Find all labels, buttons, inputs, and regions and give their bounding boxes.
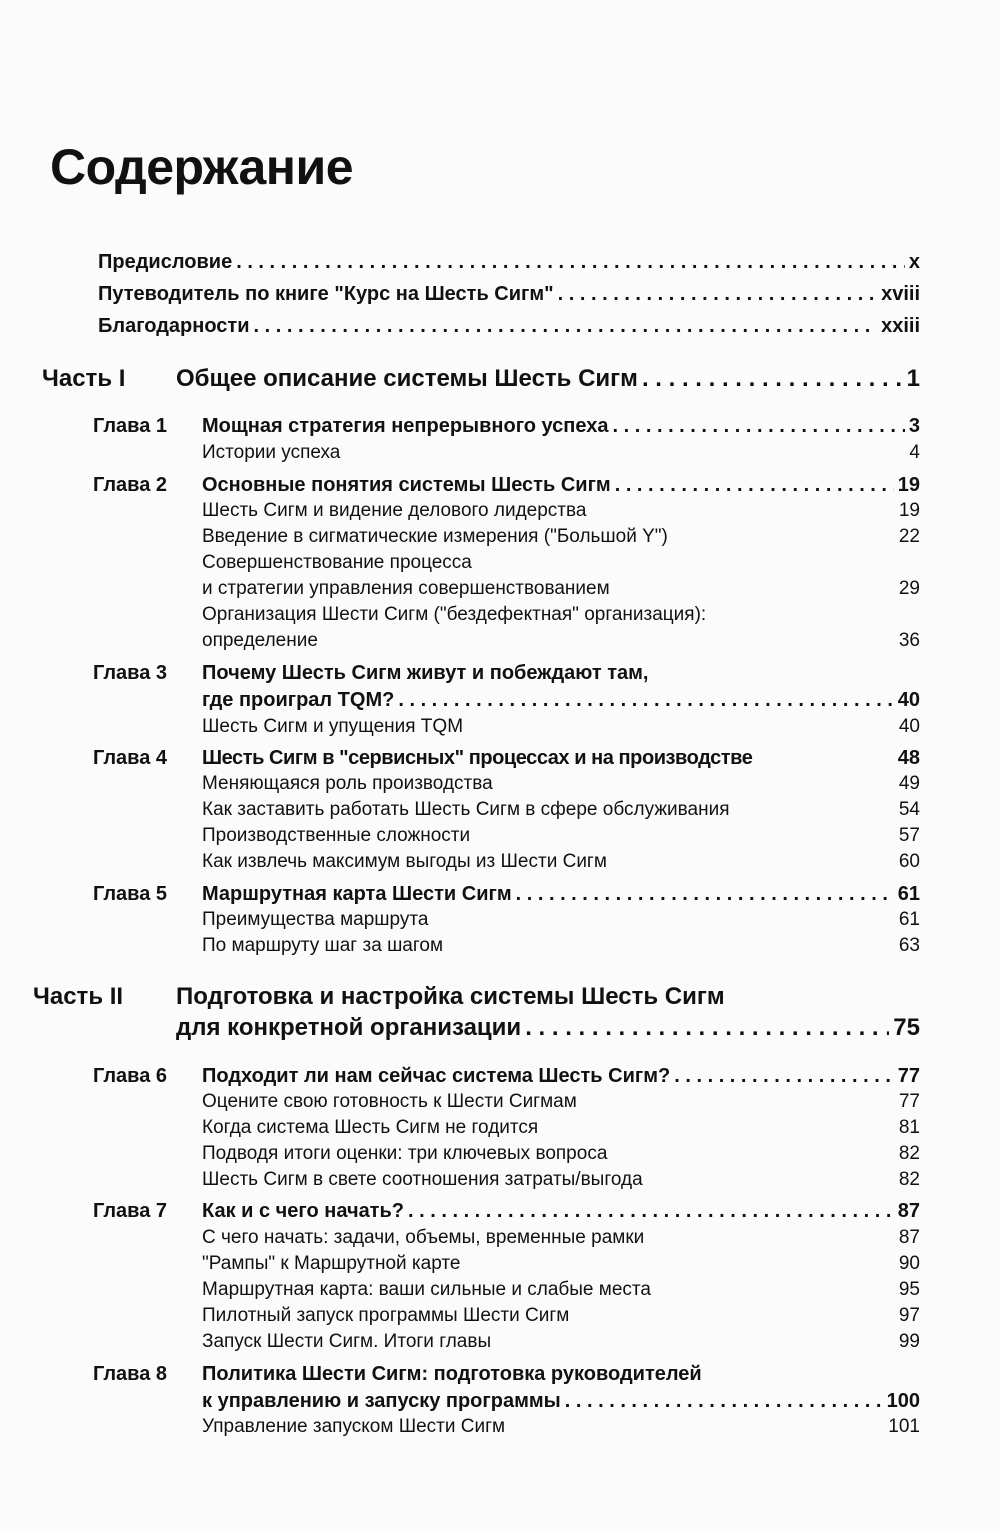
part-title: Общее описание системы Шесть Сигм bbox=[176, 365, 638, 392]
section-page: 22 bbox=[898, 526, 920, 547]
dot-leader bbox=[565, 1390, 883, 1413]
section-entry bbox=[202, 1416, 920, 1438]
dot-leader bbox=[516, 883, 894, 906]
chapter-title-row bbox=[202, 689, 920, 712]
section-entry bbox=[202, 442, 920, 464]
section-title: Как заставить работать Шесть Сигм в сфере обслуживания bbox=[202, 799, 730, 820]
section-entry bbox=[202, 1091, 920, 1113]
chapter-title: Шесть Сигм в "сервисных" процессах и на производстве bbox=[202, 747, 753, 769]
chapter-number: Глава 3 bbox=[93, 662, 168, 684]
dot-leader bbox=[615, 474, 894, 497]
section-title: Управление запуском Шести Сигм bbox=[202, 1416, 506, 1437]
chapter-title-row bbox=[202, 1390, 920, 1413]
part-title-row bbox=[176, 365, 920, 393]
toc-entry-acknowledgements bbox=[98, 315, 920, 345]
section-entry bbox=[202, 500, 920, 522]
chapter-title-row bbox=[202, 1363, 920, 1386]
chapter-title-row bbox=[202, 1065, 920, 1088]
section-page: 19 bbox=[898, 500, 920, 521]
section-entry bbox=[202, 1305, 920, 1327]
part-title: Подготовка и настройка системы Шесть Сигм bbox=[176, 983, 725, 1010]
dot-leader bbox=[613, 415, 905, 438]
section-entry bbox=[202, 909, 920, 931]
chapter-title-row bbox=[202, 1200, 920, 1223]
chapter-title: где проиграл TQM? bbox=[202, 689, 395, 711]
section-title: Шесть Сигм и упущения TQM bbox=[202, 716, 464, 737]
chapter-page: 19 bbox=[897, 474, 920, 496]
chapter-title-row bbox=[202, 883, 920, 906]
section-title: "Рампы" к Маршрутной карте bbox=[202, 1253, 461, 1274]
chapter-title: Как и с чего начать? bbox=[202, 1200, 404, 1222]
chapter-title: Подходит ли нам сейчас система Шесть Сигм? bbox=[202, 1065, 671, 1087]
section-page: 101 bbox=[888, 1416, 920, 1437]
section-page: 36 bbox=[898, 630, 920, 651]
part-page: 75 bbox=[893, 1014, 920, 1041]
section-page: 77 bbox=[898, 1091, 920, 1112]
entry-page: xviii bbox=[881, 283, 920, 305]
chapter-title-row bbox=[202, 415, 920, 438]
section-title: Маршрутная карта: ваши сильные и слабые места bbox=[202, 1279, 651, 1300]
section-title: Оцените свою готовность к Шести Сигмам bbox=[202, 1091, 577, 1112]
section-entry bbox=[202, 773, 920, 795]
section-title: С чего начать: задачи, объемы, временные рамки bbox=[202, 1227, 645, 1248]
section-title: Истории успеха bbox=[202, 442, 341, 463]
section-title: Меняющаяся роль производства bbox=[202, 773, 493, 794]
section-entry bbox=[202, 1143, 920, 1165]
chapter-page: 48 bbox=[897, 747, 920, 769]
section-entry bbox=[202, 799, 920, 821]
dot-leader bbox=[236, 251, 905, 274]
section-title: Пилотный запуск программы Шести Сигм bbox=[202, 1305, 570, 1326]
part-page: 1 bbox=[906, 365, 920, 392]
section-entry bbox=[202, 1227, 920, 1249]
dot-leader bbox=[408, 1200, 894, 1223]
toc-entry-preface bbox=[98, 251, 920, 281]
chapter-page: 100 bbox=[886, 1390, 920, 1412]
dot-leader bbox=[398, 689, 893, 712]
section-page: 81 bbox=[898, 1117, 920, 1138]
chapter-title-row bbox=[202, 474, 920, 497]
chapter-page: 87 bbox=[897, 1200, 920, 1222]
section-title: Когда система Шесть Сигм не годится bbox=[202, 1117, 539, 1138]
chapter-number: Глава 5 bbox=[93, 883, 168, 905]
part-number: Часть II bbox=[33, 983, 124, 1010]
section-title: и стратегии управления совершенствованием bbox=[202, 578, 610, 599]
section-entry bbox=[202, 1279, 920, 1301]
section-page: 29 bbox=[898, 578, 920, 599]
section-page: 57 bbox=[898, 825, 920, 846]
section-title: Совершенствование процесса bbox=[202, 552, 472, 573]
dot-leader bbox=[525, 1014, 889, 1042]
part-title-row bbox=[176, 983, 920, 1011]
section-page: 97 bbox=[898, 1305, 920, 1326]
section-entry bbox=[202, 1169, 920, 1191]
section-title: Производственные сложности bbox=[202, 825, 471, 846]
section-page: 40 bbox=[898, 716, 920, 737]
chapter-number: Глава 6 bbox=[93, 1065, 168, 1087]
section-page: 95 bbox=[898, 1279, 920, 1300]
entry-page: x bbox=[908, 251, 920, 273]
chapter-number: Глава 4 bbox=[93, 747, 168, 769]
dot-leader bbox=[642, 365, 903, 393]
section-entry bbox=[202, 1117, 920, 1139]
page-title: Содержание bbox=[50, 139, 354, 195]
section-page: 99 bbox=[898, 1331, 920, 1352]
chapter-title: Политика Шести Сигм: подготовка руководителей bbox=[202, 1363, 702, 1385]
section-title: Организация Шести Сигм ("бездефектная" организация): bbox=[202, 604, 707, 625]
section-entry bbox=[202, 526, 920, 548]
section-title: Преимущества маршрута bbox=[202, 909, 429, 930]
section-title: определение bbox=[202, 630, 318, 651]
section-title: По маршруту шаг за шагом bbox=[202, 935, 444, 956]
section-entry bbox=[202, 716, 920, 738]
section-page: 87 bbox=[898, 1227, 920, 1248]
chapter-number: Глава 1 bbox=[93, 415, 168, 437]
toc-entry-guide bbox=[98, 283, 920, 313]
section-entry bbox=[202, 1331, 920, 1353]
section-entry bbox=[202, 604, 920, 626]
section-title: Шесть Сигм в свете соотношения затраты/выгода bbox=[202, 1169, 643, 1190]
chapter-page: 77 bbox=[897, 1065, 920, 1087]
chapter-title: к управлению и запуску программы bbox=[202, 1390, 561, 1412]
section-entry bbox=[202, 578, 920, 600]
section-page: 82 bbox=[898, 1143, 920, 1164]
chapter-page: 40 bbox=[897, 689, 920, 711]
section-entry bbox=[202, 935, 920, 957]
chapter-number: Глава 8 bbox=[93, 1363, 168, 1385]
section-page: 49 bbox=[898, 773, 920, 794]
section-page: 4 bbox=[909, 442, 920, 463]
chapter-title: Основные понятия системы Шесть Сигм bbox=[202, 474, 611, 496]
dot-leader bbox=[254, 315, 878, 338]
section-title: Запуск Шести Сигм. Итоги главы bbox=[202, 1331, 492, 1352]
section-entry bbox=[202, 552, 920, 574]
chapter-title: Маршрутная карта Шести Сигм bbox=[202, 883, 512, 905]
chapter-page: 61 bbox=[897, 883, 920, 905]
part-title: для конкретной организации bbox=[176, 1014, 522, 1041]
chapter-title: Почему Шесть Сигм живут и побеждают там, bbox=[202, 662, 649, 684]
section-title: Подводя итоги оценки: три ключевых вопроса bbox=[202, 1143, 608, 1164]
section-entry bbox=[202, 825, 920, 847]
section-page: 61 bbox=[898, 909, 920, 930]
chapter-number: Глава 2 bbox=[93, 474, 168, 496]
chapter-title-row bbox=[202, 662, 920, 685]
section-entry bbox=[202, 851, 920, 873]
section-title: Введение в сигматические измерения ("Большой Y") bbox=[202, 526, 668, 547]
entry-label: Предисловие bbox=[98, 251, 233, 273]
dot-leader bbox=[558, 283, 877, 306]
dot-leader bbox=[674, 1065, 894, 1088]
part-title-row bbox=[176, 1014, 920, 1042]
section-entry bbox=[202, 630, 920, 652]
chapter-title: Мощная стратегия непрерывного успеха bbox=[202, 415, 609, 437]
entry-label: Благодарности bbox=[98, 315, 250, 337]
section-page: 54 bbox=[898, 799, 920, 820]
section-page: 90 bbox=[898, 1253, 920, 1274]
part-number: Часть I bbox=[42, 365, 126, 392]
section-page: 60 bbox=[898, 851, 920, 872]
chapter-title-row bbox=[202, 747, 920, 770]
section-entry bbox=[202, 1253, 920, 1275]
section-page: 63 bbox=[898, 935, 920, 956]
section-page: 82 bbox=[898, 1169, 920, 1190]
chapter-number: Глава 7 bbox=[93, 1200, 168, 1222]
section-title: Шесть Сигм и видение делового лидерства bbox=[202, 500, 587, 521]
entry-label: Путеводитель по книге "Курс на Шесть Сигм" bbox=[98, 283, 554, 305]
chapter-page: 3 bbox=[908, 415, 920, 437]
section-title: Как извлечь максимум выгоды из Шести Сигм bbox=[202, 851, 607, 872]
entry-page: xxiii bbox=[881, 315, 920, 337]
